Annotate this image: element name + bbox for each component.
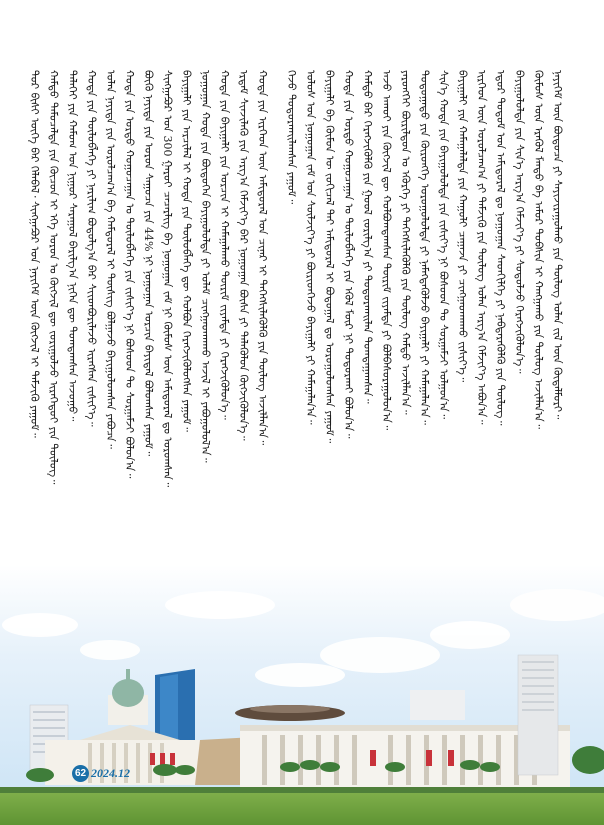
- text-column: ᠳᠣᠲᠣᠭᠠᠳᠤ ᠶᠢᠨ ᠬᠥᠷᠥᠩᠭᠡ ᠣᠷᠣᠭᠤᠯᠤᠯᠲᠠ ᠶᠢ ᠨᠡᠮᠡᠭᠳᠡᠭᠦᠯᠵᠦ ᠪᠠᠶᠢᠭᠠᠯᠢ ᠶᠢ ᠬᠠᠮᠠᠭᠠᠯᠠᠨ᠎ᠠ᠃: [418, 70, 431, 425]
- text-column-short: ᠭᠡᠵᠦ ᠲᠣᠳᠤᠷᠬᠠᠢᠯᠠᠭᠰᠠᠨ ᠶᠠᠭᠤᠮ᠃: [285, 70, 298, 205]
- text-column: ᠢᠷᠭᠡᠳ ᠦᠨ ᠣᠷᠣᠯᠴᠠᠭ᠎ᠠ ᠶᠢ ᠳᠡᠮᠵᠢᠬᠦ ᠶᠢᠨ ᠲᠥᠯᠦᠭ ᠣᠯᠠᠨ ᠠᠷᠭ᠎ᠠ ᠬᠡᠮᠵᠢᠶ᠎ᠡ ᠠᠪᠤᠨ᠎ᠠ᠃: [475, 70, 488, 425]
- text-column: ᠪᠠᠶᠢᠭᠠᠯᠢ ᠪᠠ ᠬᠦᠮᠦᠨ ᠦ ᠵᠣᠬᠢᠴᠠᠯ ᠲᠠᠶ ᠠᠮᠢᠳᠤᠷᠠᠯ ᠢ ᠪᠣᠳᠤᠭᠠᠯ ᠳᠤ ᠣᠷᠣᠭᠤᠯᠤᠭᠰᠠᠨ ᠶᠠᠭᠤᠮ᠃: [323, 70, 336, 444]
- text-column: ᠪᠠᠶᠢᠭᠤᠯᠤᠯᠲᠠ ᠶᠢᠨ ᠰᠢᠨ᠎ᠡ ᠠᠷᠭ᠎ᠠ ᠬᠡᠮᠵᠢᠶ᠎ᠡ ᠶᠢ ᠰᠤᠳᠤᠯᠵᠤ ᠬᠡᠷᠡᠭᠵᠢᠭᠦᠯᠦᠨ᠎ᠡ᠃: [513, 70, 526, 374]
- text-column: ᠤᠯᠤᠰ ᠤᠨ ᠨᠣᠭᠣᠭᠠᠨ ᠵᠠᠮ ᠤᠨ ᠰᠦᠯᠵᠢᠶ᠎ᠡ ᠶᠢ ᠪᠦᠷᠢᠳᠭᠡᠵᠦ ᠪᠠᠶᠢᠭᠠᠯᠢ ᠶᠢ ᠬᠠᠮᠠᠭᠠᠯᠠᠨ᠎ᠠ᠃: [304, 70, 317, 425]
- text-column: ᠡᠳᠦᠷ ᠲᠤᠲᠤᠮ ᠤᠨ ᠠᠮᠢᠳᠤᠷᠠᠯ ᠳᠤ ᠨᠣᠭᠣᠭᠠᠨ ᠰᠡᠳᠬᠢᠯᠭᠡ ᠶᠢ ᠨᠡᠪᠲᠡᠷᠡᠭᠦᠯᠬᠦ ᠶᠢᠨ ᠲᠥᠯᠦᠭ᠃: [494, 70, 507, 426]
- text-column: ᠪᠠᠶᠢᠭᠠᠯᠢ ᠶᠢᠨ ᠬᠠᠮᠠᠭᠠᠯᠠᠯᠲᠠ ᠶᠢᠨ ᠬᠠᠭᠤᠯᠢ ᠴᠠᠭᠠᠵᠠ ᠶᠢ ᠴᠢᠩᠭᠠᠳᠬᠠᠬᠤ ᠵᠢᠱᠢᠶ᠎ᠡ᠃: [456, 70, 469, 383]
- city-hall-panorama-illustration: [0, 565, 604, 825]
- text-column: ᠶᠡᠷᠦᠩᠬᠡᠢ ᠪᠦᠷᠢᠯᠳᠦᠨ ᠤ ᠡᠭᠦᠷᠭᠡ ᠶᠢ ᠳᠡᠭᠡᠭᠰᠢᠯᠡᠭᠦᠯᠬᠦ ᠶᠢᠨ ᠲᠥᠯᠦᠭ ᠬᠠᠮᠲᠤ ᠠᠵᠢᠯᠯᠠᠨ᠎ᠠ᠃: [399, 70, 412, 415]
- text-column: ᠬᠦᠮᠦᠰ ᠦᠨ ᠡᠷᠡᠭᠦᠯ ᠮᠡᠨᠳᠦ ᠪᠠ ᠠᠮᠤᠷ ᠲᠣᠪᠰᠢᠨ ᠢ ᠬᠠᠩᠭᠠᠬᠤ ᠶᠢᠨ ᠲᠥᠯᠦᠭ ᠠᠵᠢᠯᠯᠠᠨ᠎ᠠ᠃: [532, 70, 545, 429]
- text-column: ᠨᠡᠶᠢᠭᠡᠮ ᠦᠨ ᠪᠦᠲᠦᠴᠡ ᠶᠢ ᠰᠠᠶᠢᠵᠢᠷᠠᠭᠤᠯᠬᠤ ᠶᠢᠨ ᠲᠥᠯᠦᠭ ᠣᠯᠠᠨ ᠵᠢᠯ ᠦᠨ ᠬᠥᠳᠡᠯᠮᠦᠷᠢ᠃: [551, 70, 564, 420]
- text-column: ᠳᠡᠯᠡᠬᠡᠢ ᠶᠢᠨ ᠬᠠᠮᠤᠭ ᠤᠨ ᠨᠢᠭᠤᠷ ᠰᠠᠷᠠᠭᠤᠯ ᠪᠠᠷᠢᠯᠭ᠎ᠠ ᠨᠢᠭᠡᠨ ᠳᠦ ᠲᠣᠭᠲᠠᠭᠰᠠᠨ ᠠᠵᠤᠭᠤ᠃: [66, 70, 79, 422]
- text-column: ᠳᠤᠷ ᠪᠢᠰᠢ ᠦᠭᠡ ᠪᠡᠷ ᠬᠡᠯᠡᠪᠡᠯ᠂ ᠰᠢᠩᠭᠠᠫᠤᠷ ᠤᠨ ᠨᠡᠶᠢᠭᠡᠮ ᠦᠨ ᠬᠥᠭᠵᠢᠯ ᠢ ᠳᠡᠮᠵᠢᠬᠦ ᠶᠠᠭᠤᠮ᠃: [28, 70, 41, 438]
- text-column: ᠰᠢᠨ᠎ᠡ ᠬᠣᠲᠠ ᠶᠢᠨ ᠪᠠᠶᠢᠭᠤᠯᠤᠯᠲᠠ ᠶᠢᠨ ᠵᠢᠱᠢᠶ᠎ᠡ ᠨᠢ ᠪᠤᠰᠤᠳ ᠲᠤ ᠰᠤᠷᠭᠠᠮᠵᠢ ᠣᠯᠭᠣᠨ᠎ᠠ᠃: [437, 70, 450, 419]
- city-skyline-photo: [0, 565, 604, 825]
- text-column: ᠪᠠᠶᠢᠭᠠᠯᠢ ᠶᠢᠨ ᠠᠷᠴᠢᠯᠠᠯ ᠢ ᠬᠣᠲᠠ ᠶᠢᠨ ᠲᠥᠯᠦᠪᠯᠡᠭᠡ ᠳᠦ ᠬᠣᠯᠪᠣᠨ ᠬᠡᠷᠡᠭᠵᠢᠭᠦᠯᠦᠭᠰᠡᠨ ᠶᠠᠭᠤᠮ᠃: [180, 70, 193, 432]
- text-column: ᠬᠣᠲᠠ ᠶᠢᠨ ᠲᠥᠯᠦᠪᠯᠡᠭᠡ ᠶᠢ ᠨᠠᠷᠢᠯᠢᠭ ᠪᠤᠳᠤᠯᠭ᠎ᠠ ᠪᠠᠷ ᠰᠢᠢᠳᠪᠦᠷᠢᠯᠡᠵᠦ ᠢᠷᠡᠭᠰᠡᠨ ᠵᠢᠱᠢᠶ᠎ᠡ᠃: [85, 70, 98, 427]
- text-column: ᠬᠣᠲᠠ ᠶᠢᠨ ᠤᠷᠲᠤ ᠬᠤᠭᠤᠴᠠᠭᠠᠨ ᠤ ᠲᠥᠯᠦᠪᠯᠡᠭᠡ ᠶᠢᠨ ᠵᠢᠱᠢᠶ᠎ᠡ ᠨᠢ ᠪᠤᠰᠤᠳ ᠲᠤ ᠰᠤᠷᠭᠠᠮᠵᠢ ᠪᠣᠯᠤᠨ᠎ᠠ᠃: [123, 70, 136, 479]
- text-column: ᠠᠵᠤ ᠠᠬᠤᠢ ᠶᠢᠨ ᠬᠥᠭᠵᠢᠯ ᠳᠦ ᠬᠣᠯᠪᠣᠭᠳᠠᠭᠰᠠᠨ ᠳᠦᠷᠢᠮ ᠵᠢᠶᠠᠮᠳᠠ ᠶᠢ ᠪᠣᠯᠪᠠᠰᠤᠷᠠᠭᠤᠯᠤᠨ᠎ᠠ᠃: [380, 70, 393, 431]
- issue-date: 2024.12: [91, 766, 130, 780]
- page-number: 62: [72, 765, 89, 782]
- text-column: ᠣᠯᠠᠨ ᠨᠡᠶᠢᠲᠡ ᠶᠢᠨ ᠣᠷᠣᠯᠴᠠᠭ᠎ᠠ ᠪᠠ ᠬᠠᠮᠲᠤᠷᠠᠯ ᠢ ᠲᠦᠰᠢᠭ ᠪᠣᠯᠭᠠᠵᠤ ᠪᠠᠶᠢᠭᠤᠯᠤᠭᠰᠠᠨ ᠶᠠᠪᠤᠴᠠ᠃: [104, 70, 117, 449]
- text-column: ᠬᠣᠲᠠ ᠶᠢᠨ ᠤᠷᠲᠤ ᠬᠤᠭᠤᠴᠠᠭᠠᠨ ᠤ ᠲᠥᠯᠦᠪᠯᠡᠭᠡ ᠶᠢᠨ ᠡᠭᠦᠯ ᠮᠥᠷ ᠨᠢ ᠲᠣᠳᠤᠷᠬᠠᠢ ᠪᠣᠯᠤᠨ᠎ᠠ᠃: [342, 70, 355, 439]
- text-column: ᠡᠷᠳᠡᠮ ᠰᠢᠨᠵᠢᠯᠡᠬᠦ ᠶᠢᠨ ᠠᠷᠭ᠎ᠠ ᠬᠡᠮᠵᠢᠶ᠎ᠡ ᠪᠡᠷ ᠨᠣᠭᠣᠭᠠᠨ ᠪᠦᠰᠡ ᠶᠢ ᠲᠡᠯᠡᠭᠦᠯᠦᠨ ᠬᠥᠭᠵᠢᠭᠦᠯᠦᠨ᠎ᠡ᠃: [237, 70, 250, 441]
- text-column: ᠬᠣᠲᠠ ᠶᠢᠨ ᠪᠠᠶᠢᠭᠠᠯᠢ ᠶᠢᠨ ᠣᠷᠴᠢᠨ ᠢ ᠬᠠᠮᠠᠭᠠᠯᠠᠬᠤ ᠳᠦᠷᠢᠮ ᠵᠢᠶᠠᠮᠳᠠ ᠶᠢ ᠬᠡᠷᠡᠭᠵᠢᠭᠦᠯᠦᠨ᠎ᠡ᠃: [218, 70, 231, 420]
- text-column: ᠬᠠᠮᠲᠤ ᠪᠠᠷ ᠬᠡᠷᠡᠭᠵᠢᠭᠦᠯᠬᠦ ᠶᠢᠨ ᠭᠣᠣᠯ ᠵᠣᠷᠢᠯᠭ᠎ᠠ ᠶᠢ ᠲᠣᠳᠤᠷᠬᠠᠢᠯᠠᠨ ᠲᠣᠭᠲᠠᠭᠠᠭᠰᠠᠨ᠃: [361, 70, 374, 404]
- text-column: ᠪᠦᠬᠦ ᠨᠡᠶᠢᠲᠡ ᠶᠢᠨ ᠣᠷᠣᠨ ᠰᠠᠭᠤᠴᠠ ᠶᠢᠨ 44% ᠨᠢ ᠨᠣᠭᠣᠭᠠᠨ ᠣᠷᠴᠢᠨ ᠪᠠᠶᠢᠳᠠᠯ ᠪᠣᠯᠤᠭᠰᠠᠨ ᠶᠠᠭᠤᠮ᠃: [142, 70, 155, 457]
- text-column: ᠬᠣᠲᠠ ᠶᠢᠨ ᠢᠷᠭᠡᠳ ᠦᠨ ᠠᠮᠢᠳᠤᠷᠠᠯ ᠤᠨ ᠴᠢᠨᠠᠷ ᠢ ᠳᠡᠭᠡᠭᠰᠢᠯᠡᠭᠦᠯᠬᠦ ᠶᠢᠨ ᠲᠥᠯᠦᠭ ᠠᠵᠢᠯᠯᠠᠨ᠎ᠠ᠃: [256, 70, 269, 446]
- text-column: ᠬᠠᠮᠲᠤ ᠲᠡᠮᠦᠴᠡᠯᠳᠡ ᠶᠢᠨ ᠬᠦᠴᠦᠨ ᠢ ᠡᠬᠡ ᠣᠷᠣᠨ ᠤ ᠬᠥᠭᠵᠢᠯ ᠳᠦ ᠵᠣᠷᠢᠭᠤᠯᠵᠤ ᠢᠷᠡᠭᠡᠳᠦᠢ ᠶᠢᠨ ᠲᠥᠯᠦᠭ᠃: [47, 70, 60, 485]
- text-column: ᠰᠢᠩᠭᠠᠫᠤᠷ ᠤᠨ 300 ᠭᠠᠷᠤᠢ ᠴᠡᠴᠡᠷᠯᠢᠭ ᠪᠠ ᠨᠣᠭᠣᠭᠠᠨ ᠵᠠᠮ ᠨᠢ ᠬᠦᠮᠦᠰ ᠦᠨ ᠠᠮᠢᠳᠤᠷᠠᠯ ᠳᠤ ᠣᠷᠣᠭᠰᠠᠨ᠃: [161, 70, 174, 488]
- text-column: ᠨᠣᠭᠣᠭᠠᠨ ᠬᠣᠲᠠ ᠶᠢᠨ ᠪᠦᠲᠦᠭᠡᠨ ᠪᠠᠶᠢᠭᠤᠯᠤᠯᠲᠠ ᠶᠢ ᠤᠯᠠᠮ ᠴᠢᠩᠭᠠᠳᠬᠠᠬᠤ ᠠᠵᠢᠯ ᠢ ᠶᠠᠪᠤᠭᠤᠯᠤᠯ᠎ᠠ᠃: [199, 70, 212, 463]
